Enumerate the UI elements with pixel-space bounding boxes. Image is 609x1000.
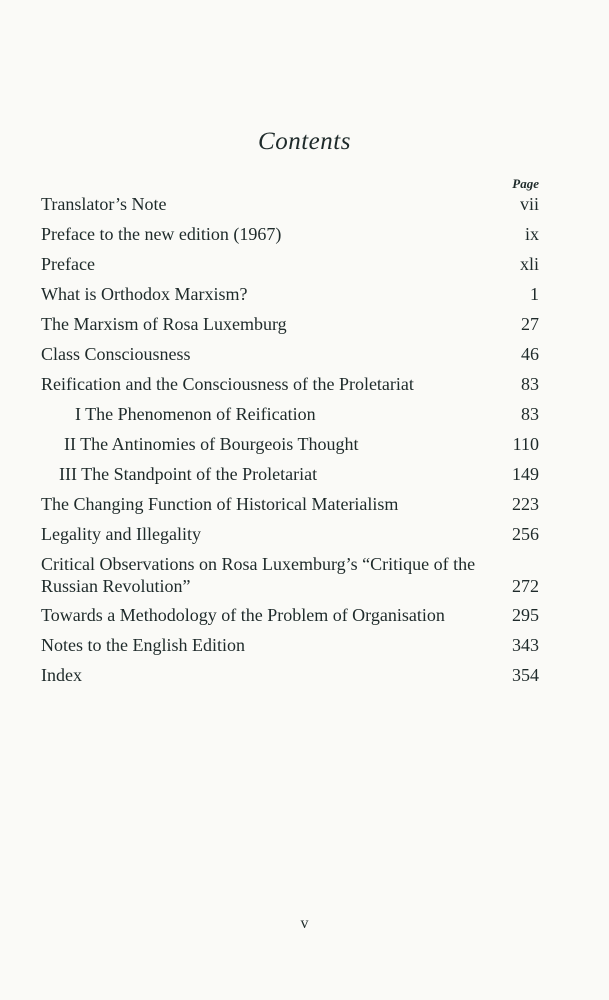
toc-entry: [41, 193, 539, 215]
toc-entry-title: Towards a Methodology of the Problem of Organisation: [41, 605, 445, 625]
toc-entry-page: 1: [530, 284, 539, 304]
toc-entry-title: The Marxism of Rosa Luxemburg: [41, 314, 287, 334]
toc-entry-title: Critical Observations on Rosa Luxemburg’s “Critique of the Russian Revolution”: [41, 554, 476, 596]
toc-entry: [41, 313, 539, 335]
page-number: v: [300, 915, 309, 932]
toc-entry: [41, 604, 539, 626]
toc-entry-page: 354: [512, 665, 539, 685]
toc-entry-title: Notes to the English Edition: [41, 635, 245, 655]
toc-entry-title: II The Antinomies of Bourgeois Thought: [64, 434, 359, 454]
toc-subentry: [59, 463, 539, 485]
toc-entry-title: Preface: [41, 254, 95, 274]
toc-entry: [41, 634, 539, 656]
toc-entry-title: III The Standpoint of the Proletariat: [59, 464, 318, 484]
toc-entry-page: 343: [512, 635, 539, 655]
toc-subentry: [75, 403, 539, 425]
page-column-label: Page: [512, 176, 539, 191]
toc-entry: [41, 283, 539, 305]
toc-entry-page: 83: [521, 404, 539, 424]
toc-entry: [41, 343, 539, 365]
toc-entry-title: Preface to the new edition (1967): [41, 224, 282, 244]
toc-entry: [41, 493, 539, 515]
toc-entry-page: xli: [519, 254, 539, 274]
toc-entry-title: Translator’s Note: [41, 194, 167, 214]
toc-entry-title: Class Consciousness: [41, 344, 191, 364]
toc-entry-title: Reification and the Consciousness of the Proletariat: [41, 374, 414, 394]
toc-subentry: [64, 433, 539, 455]
toc-entry-page: 83: [521, 374, 539, 394]
toc-entry-page: 295: [512, 605, 539, 625]
toc-entry: [41, 523, 539, 545]
toc-entry: [41, 253, 539, 275]
toc-entry: [41, 373, 539, 395]
toc-entry: [41, 553, 539, 597]
toc-entry-page: ix: [524, 224, 539, 244]
toc-entry-page: 149: [512, 464, 539, 484]
toc-entry-page: 272: [512, 576, 539, 596]
toc-entry-title: What is Orthodox Marxism?: [41, 284, 248, 304]
toc-entry-title: I The Phenomenon of Reification: [75, 404, 316, 424]
toc-entry-page: vii: [519, 194, 539, 214]
toc-entry: [41, 223, 539, 245]
page-title: Contents: [258, 128, 351, 155]
toc-entry-page: 46: [521, 344, 539, 364]
toc-entry-page: 110: [512, 434, 539, 454]
toc-entry-title: Index: [41, 665, 82, 685]
toc-entry-page: 223: [512, 494, 539, 514]
toc-entry-title: Legality and Illegality: [41, 524, 201, 544]
toc-entry: [41, 664, 539, 686]
toc-entry-title: The Changing Function of Historical Materialism: [41, 494, 399, 514]
toc-entry-page: 256: [512, 524, 539, 544]
toc-entry-page: 27: [521, 314, 539, 334]
